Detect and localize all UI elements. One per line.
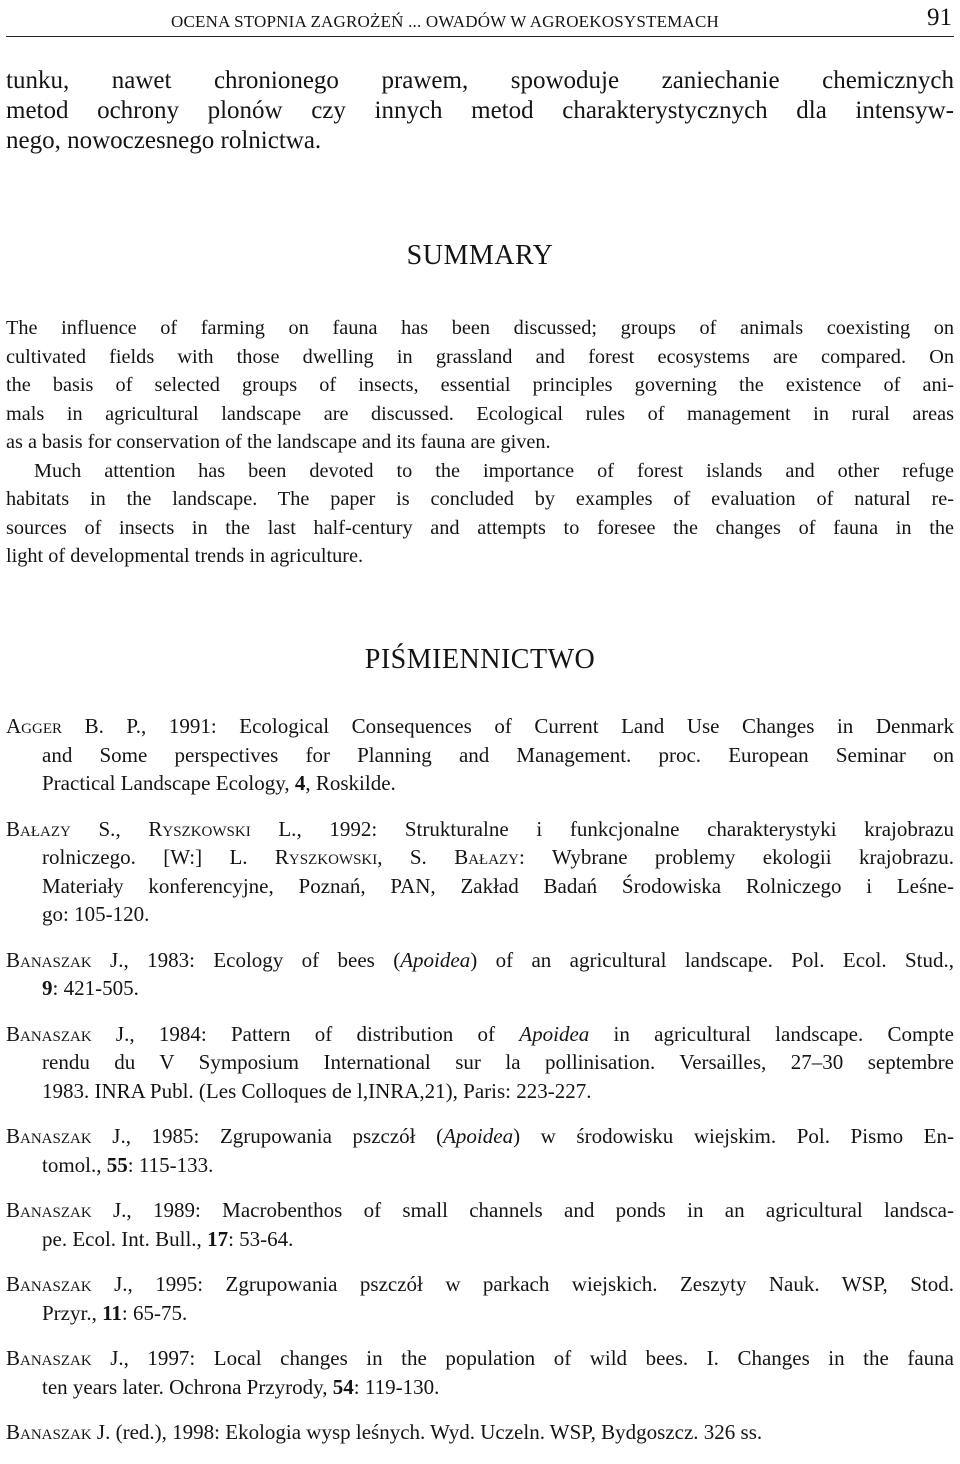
ref-text: ten years later. Ochrona Przyrody, (42, 1374, 333, 1399)
ref-text: : 119-130. (353, 1374, 440, 1399)
ref-text: Practical Landscape Ecology, (42, 771, 295, 795)
ref-text: : 421-505. (52, 976, 139, 1000)
summary-line: the basis of selected groups of insects, essential principles governing the existence of ani- (6, 374, 954, 396)
ref-author: Ryszkowski (274, 845, 378, 869)
intro-line: metod ochrony plonów czy innych metod charakterystycznych dla intensyw- (6, 97, 954, 124)
reference-item (6, 1020, 954, 1106)
ref-text: , 1985: Zgrupowania pszczół ( (125, 1124, 444, 1148)
summary-line: light of developmental trends in agriculture. (6, 545, 364, 567)
summary-line: as a basis for conservation of the landscape and its fauna are given. (6, 431, 551, 453)
ref-author: Ryszkowski L. (148, 816, 297, 841)
ref-text: rolniczego. [W:] L. (42, 845, 275, 869)
ref-author: Banaszak J. (6, 947, 124, 972)
summary-line: sources of insects in the last half-century and attempts to foresee the changes of fauna in the (6, 516, 954, 539)
references-list (6, 712, 954, 1464)
ref-volume: 9 (42, 976, 53, 1000)
reference-item (6, 1344, 954, 1401)
ref-text: , 1983: Ecology of bees ( (123, 947, 401, 972)
ref-text: : Wybrane problemy ekologii krajobrazu. (519, 845, 954, 869)
reference-item (6, 712, 954, 798)
ref-author: Banaszak J. (6, 1198, 127, 1222)
running-head-title: OCENA STOPNIA ZAGROŻEŃ ... OWADÓW W AGROEKOSYSTEMACH (171, 12, 719, 31)
ref-text: tomol., (42, 1152, 107, 1177)
ref-author: Banaszak J. (6, 1272, 128, 1296)
ref-italic: Apoidea (443, 1124, 514, 1148)
ref-text: , 1997: Local changes in the population of wild bees. I. Changes in the fauna (123, 1346, 954, 1370)
summary-paragraph (6, 314, 954, 571)
references-heading: PIŚMIENNICTWO (364, 644, 596, 675)
ref-text: rendu du V Symposium International sur la pollinisation. Versailles, 27–30 septembre (42, 1050, 954, 1074)
summary-line: mals in agricultural landscape are discussed. Ecological rules of management in rural areas (6, 402, 954, 425)
reference-item (6, 1270, 954, 1327)
reference-item (6, 1122, 954, 1179)
reference-item (6, 946, 954, 1003)
ref-text: : 53-64. (228, 1226, 294, 1251)
reference-item (6, 1418, 954, 1447)
ref-text: 1983. INRA Publ. (Les Colloques de l,INRA,21), Paris: 223-227. (42, 1078, 592, 1103)
ref-text: go: 105-120. (42, 902, 150, 926)
ref-author: Banaszak J. (6, 1346, 124, 1370)
ref-text: Materiały konferencyjne, Poznań, PAN, Zakład Badań Środowiska Rolniczego i Leśne- (42, 873, 954, 898)
summary-line: habitats in the landscape. The paper is concluded by examples of evaluation of natural re- (6, 488, 954, 510)
intro-paragraph (6, 66, 954, 156)
ref-author: Bałazy S. (6, 816, 116, 841)
ref-text: , Roskilde. (305, 771, 396, 795)
ref-volume: 54 (332, 1374, 354, 1399)
reference-item (6, 1196, 954, 1253)
ref-volume: 11 (102, 1300, 122, 1325)
reference-item (6, 815, 954, 929)
summary-line: Much attention has been devoted to the importance of forest islands and other refuge (34, 459, 954, 482)
summary-line: cultivated fields with those dwelling in grassland and forest ecosystems are compared. On (6, 345, 954, 368)
ref-volume: 17 (207, 1226, 229, 1251)
ref-text: , 1984: Pattern of distribution of (129, 1021, 520, 1046)
page-number: 91 (927, 4, 952, 31)
ref-author: Banaszak J. (6, 1021, 130, 1046)
ref-text: in agricultural landscape. Compte (589, 1021, 954, 1046)
ref-text: and Some perspectives for Planning and Management. proc. European Seminar on (42, 742, 954, 767)
ref-text: ) of an agricultural landscape. Pol. Ecol. Stud., (470, 947, 954, 972)
ref-text: ) w środowisku wiejskim. Pol. Pismo En- (513, 1124, 954, 1148)
ref-author: Banaszak J. (6, 1420, 111, 1444)
ref-author: Banaszak J. (6, 1124, 126, 1148)
ref-italic: Apoidea (519, 1021, 590, 1046)
ref-text: , 1995: Zgrupowania pszczół w parkach wiejskich. Zeszyty Nauk. WSP, Stod. (127, 1272, 954, 1296)
ref-text: , 1991: Ecological Consequences of Current Land Use Changes in Denmark (141, 714, 954, 738)
ref-text: Przyr., (42, 1300, 103, 1325)
ref-italic: Apoidea (400, 947, 471, 972)
running-header (6, 4, 954, 37)
ref-text: : 115-133. (127, 1152, 214, 1177)
ref-text: , 1992: Strukturalne i funkcjonalne charakterystyki krajobrazu (296, 816, 954, 841)
intro-line: nego, nowoczesnego rolnictwa. (6, 127, 322, 154)
ref-volume: 4 (294, 771, 306, 795)
ref-text: pe. Ecol. Int. Bull., (42, 1226, 208, 1251)
ref-volume: 55 (106, 1152, 128, 1177)
summary-heading: SUMMARY (406, 240, 554, 271)
intro-line: tunku, nawet chronionego prawem, spowoduje zaniechanie chemicznych (6, 67, 954, 94)
ref-author: Bałazy (454, 845, 520, 869)
summary-line: The influence of farming on fauna has been discussed; groups of animals coexisting on (6, 317, 954, 339)
ref-text: (red.), 1998: Ekologia wysp leśnych. Wyd. Uczeln. WSP, Bydgoszcz. 326 ss. (110, 1420, 763, 1444)
ref-text: , S. (377, 845, 455, 869)
ref-text: , 1989: Macrobenthos of small channels and ponds in an agricultural landsca- (126, 1198, 954, 1222)
ref-text: : 65-75. (121, 1300, 188, 1325)
ref-author: Agger B. P. (6, 714, 142, 738)
ref-text: , (115, 816, 149, 841)
